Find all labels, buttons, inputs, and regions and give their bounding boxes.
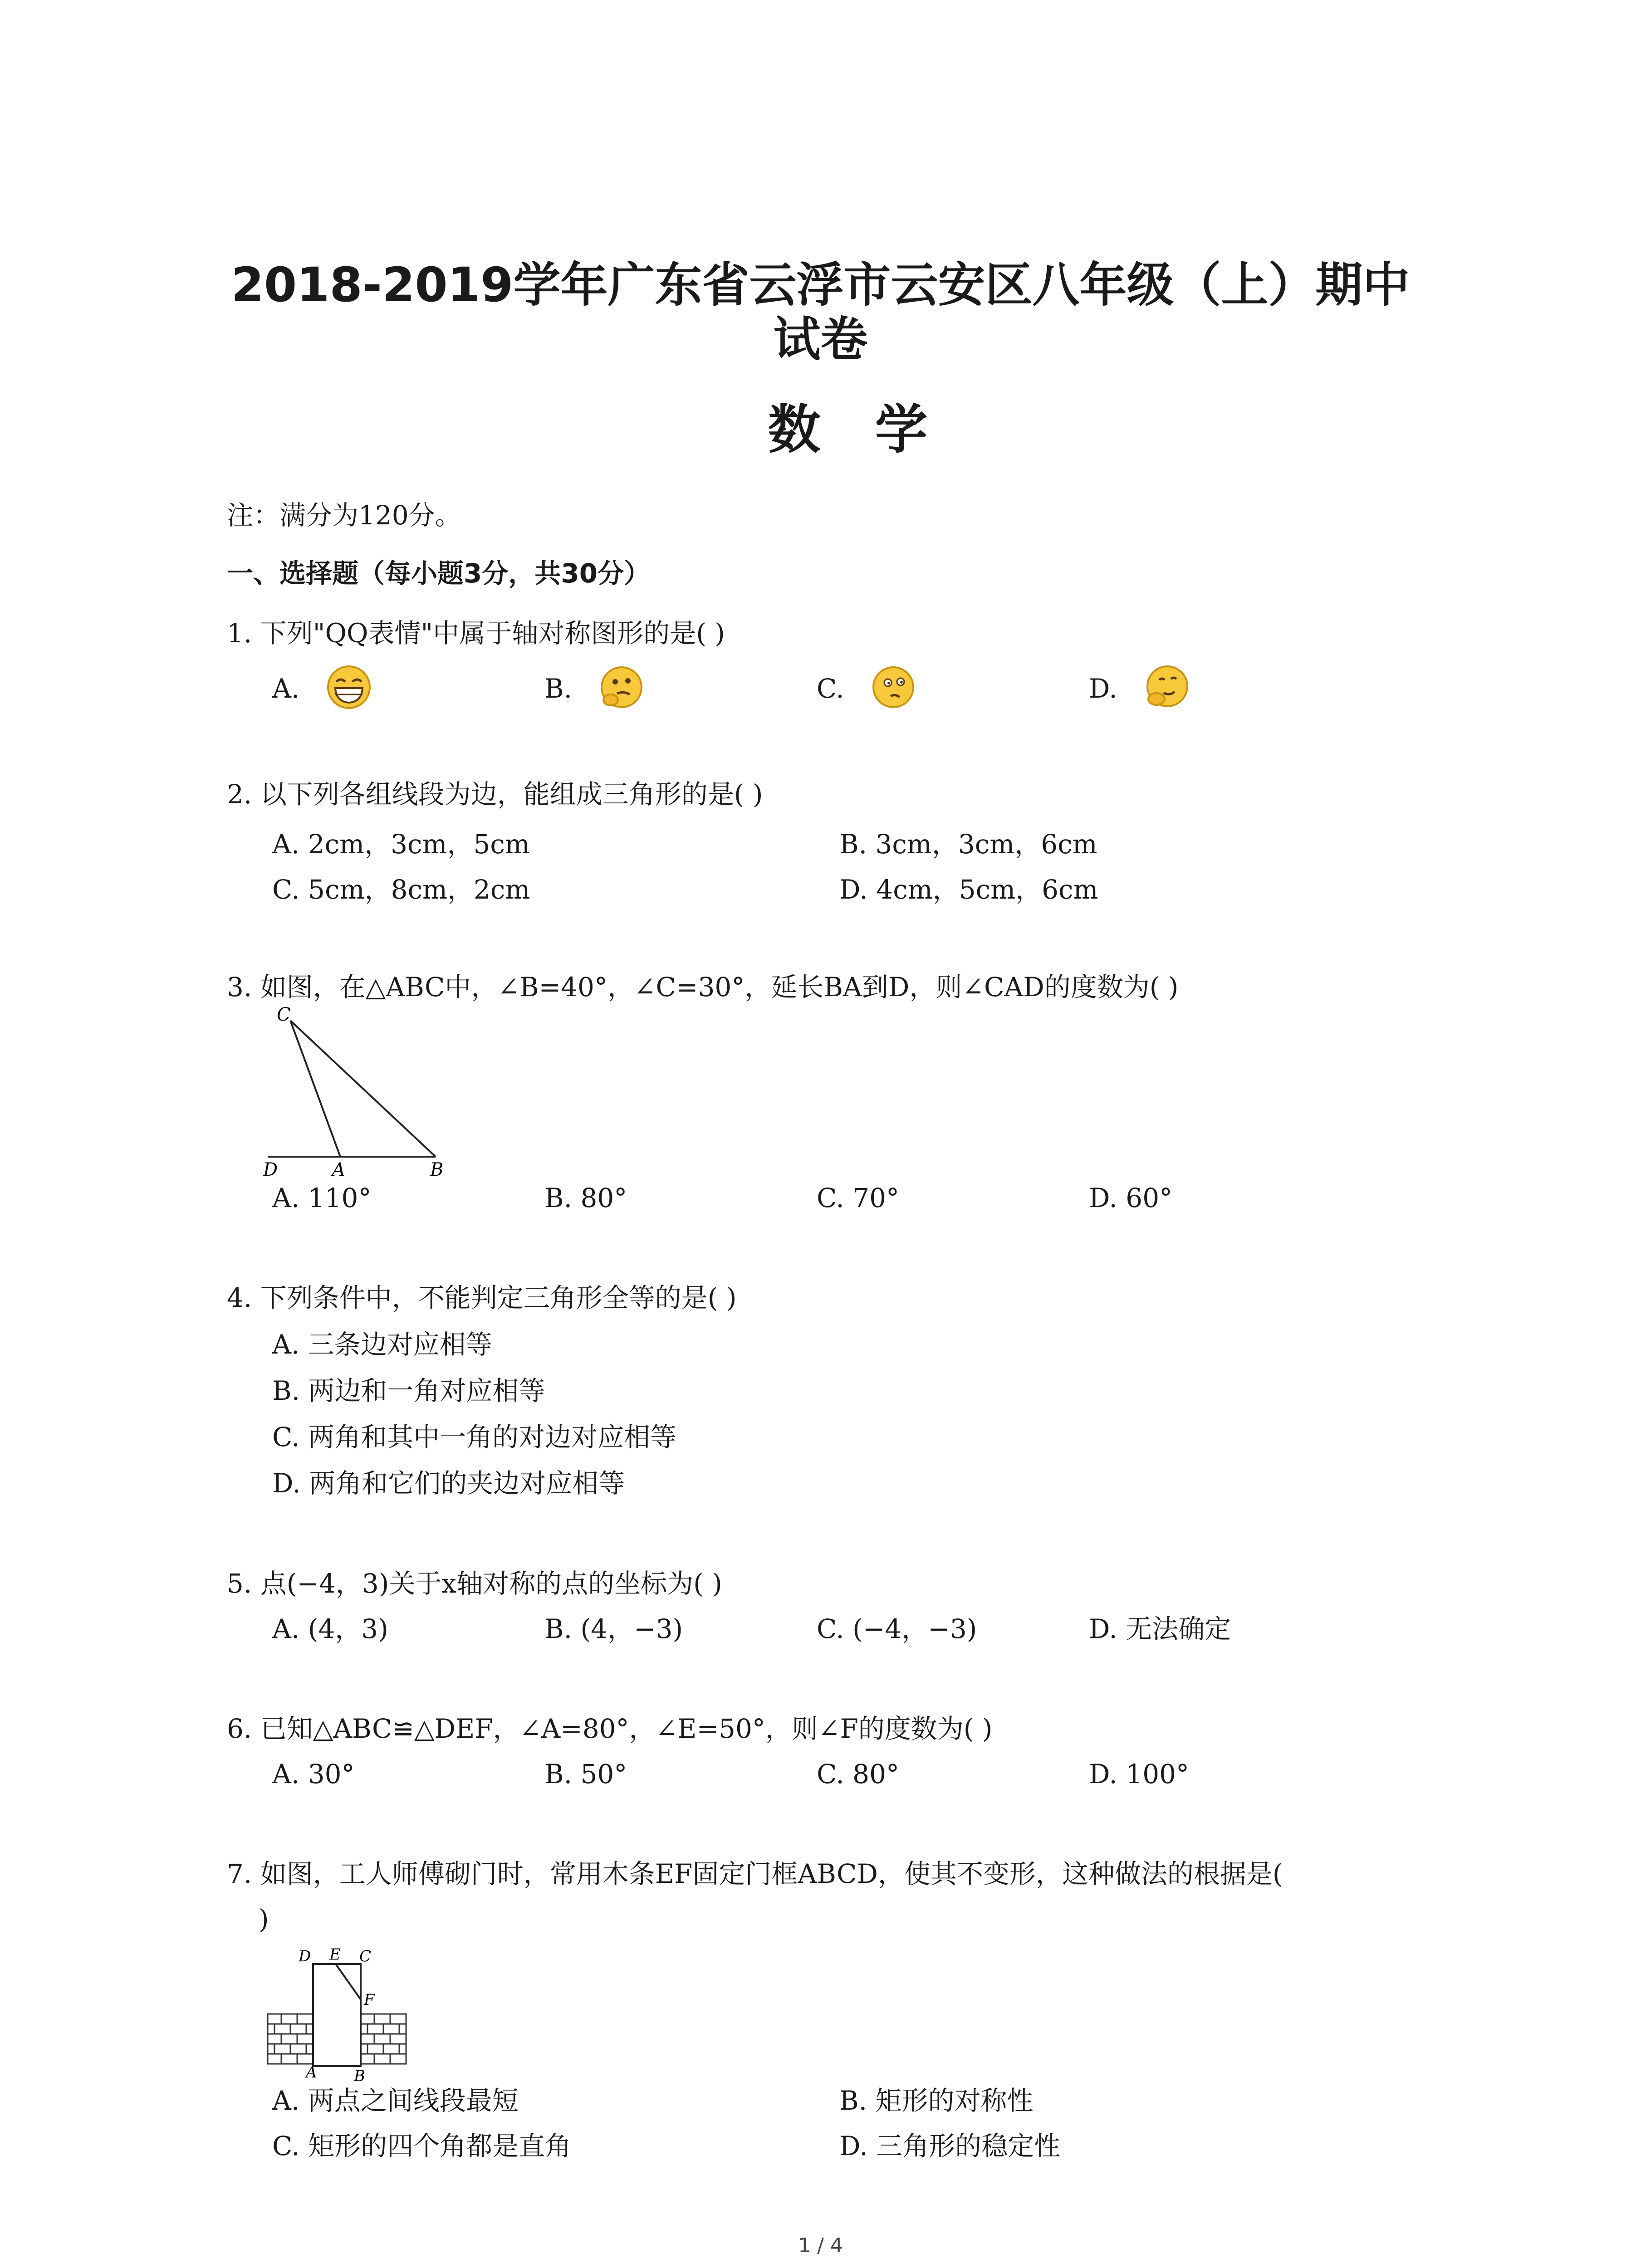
q3-label-b: B: [430, 1159, 444, 1179]
q1-option-d: [1089, 665, 1189, 717]
q1-option-b-label: B.: [544, 673, 573, 704]
score-note: 注：满分为120分。: [227, 500, 461, 531]
q4-option-c: C. 两角和其中一角的对边对应相等: [272, 1422, 677, 1452]
question-3-stem: 3. 如图，在△ABC中，∠B=40°，∠C=30°，延长BA到D，则∠CAD的度数为( ): [227, 972, 1179, 1002]
q3-option-b: B. 80°: [544, 1183, 627, 1213]
q3-option-d: D. 60°: [1089, 1183, 1173, 1213]
q1-option-a: [272, 665, 372, 717]
thinking-face-icon: [599, 665, 644, 717]
q5-option-c: C. (−4，−3): [817, 1613, 977, 1644]
q7-label-c: C: [359, 1947, 372, 1965]
subject-title: 数学: [768, 399, 982, 460]
question-7-stem: 7. 如图，工人师傅砌门时，常用木条EF固定门框ABCD，使其不变形，这种做法的根据是(: [227, 1858, 1283, 1889]
q5-option-d: D. 无法确定: [1089, 1613, 1231, 1644]
exam-title-line-1: 2018-2019学年广东省云浮市云安区八年级（上）期中: [231, 257, 1410, 313]
page-number: 1 / 4: [798, 2234, 843, 2257]
q4-option-d: D. 两角和它们的夹边对应相等: [272, 1468, 625, 1499]
question-1-stem: 1. 下列"QQ表情"中属于轴对称图形的是( ): [227, 618, 725, 649]
q1-option-b: [544, 665, 644, 717]
q7-option-c: C. 矩形的四个角都是直角: [272, 2131, 572, 2161]
q1-option-d-label: D.: [1089, 673, 1117, 704]
q2-option-b: B. 3cm，3cm，6cm: [839, 829, 1097, 860]
q1-option-a-label: A.: [272, 673, 300, 704]
q6-option-d: D. 100°: [1089, 1759, 1190, 1789]
exam-title-line-2: 试卷: [773, 312, 868, 367]
thinking-face-icon: [1144, 665, 1189, 717]
q2-option-d: D. 4cm，5cm，6cm: [839, 874, 1098, 905]
q7-label-e: E: [329, 1946, 341, 1964]
q4-option-b: B. 两边和一角对应相等: [272, 1375, 545, 1406]
q2-option-c: C. 5cm，8cm，2cm: [272, 874, 530, 905]
q4-option-a: A. 三条边对应相等: [272, 1329, 492, 1360]
q6-option-b: B. 50°: [544, 1759, 627, 1789]
q2-option-a: A. 2cm，3cm，5cm: [272, 829, 530, 860]
q7-label-b: B: [354, 2067, 365, 2082]
q3-triangle-figure: [254, 1007, 463, 1179]
q3-option-c: C. 70°: [817, 1183, 899, 1213]
q7-label-a: A: [306, 2063, 317, 2082]
question-6-stem: 6. 已知△ABC≌△DEF，∠A=80°，∠E=50°，则∠F的度数为( ): [227, 1713, 993, 1744]
q7-option-a: A. 两点之间线段最短: [272, 2085, 519, 2116]
confused-face-icon: [871, 665, 916, 717]
question-5-stem: 5. 点(−4，3)关于x轴对称的点的坐标为( ): [227, 1568, 722, 1599]
q6-option-c: C. 80°: [817, 1759, 899, 1789]
q3-label-a: A: [332, 1159, 345, 1179]
q7-option-d: D. 三角形的稳定性: [839, 2131, 1061, 2161]
q7-label-f: F: [364, 1991, 375, 2009]
grinning-face-icon: [326, 665, 372, 717]
question-4-stem: 4. 下列条件中，不能判定三角形全等的是( ): [227, 1282, 737, 1313]
q1-option-c: [817, 665, 916, 717]
q7-label-d: D: [299, 1947, 311, 1965]
q1-option-c-label: C.: [817, 673, 844, 704]
question-2-stem: 2. 以下列各组线段为边，能组成三角形的是( ): [227, 779, 763, 810]
q6-option-a: A. 30°: [272, 1759, 355, 1789]
q3-label-d: D: [263, 1159, 278, 1179]
q7-door-frame-figure: [263, 1946, 426, 2082]
q3-label-c: C: [277, 1007, 291, 1025]
section-heading: 一、选择题（每小题3分，共30分）: [227, 558, 651, 589]
q7-option-b: B. 矩形的对称性: [839, 2085, 1034, 2116]
q5-option-a: A. (4，3): [272, 1613, 388, 1644]
q5-option-b: B. (4，−3): [544, 1613, 683, 1644]
q3-option-a: A. 110°: [272, 1183, 372, 1213]
question-7-stem-continued: ): [259, 1904, 269, 1935]
